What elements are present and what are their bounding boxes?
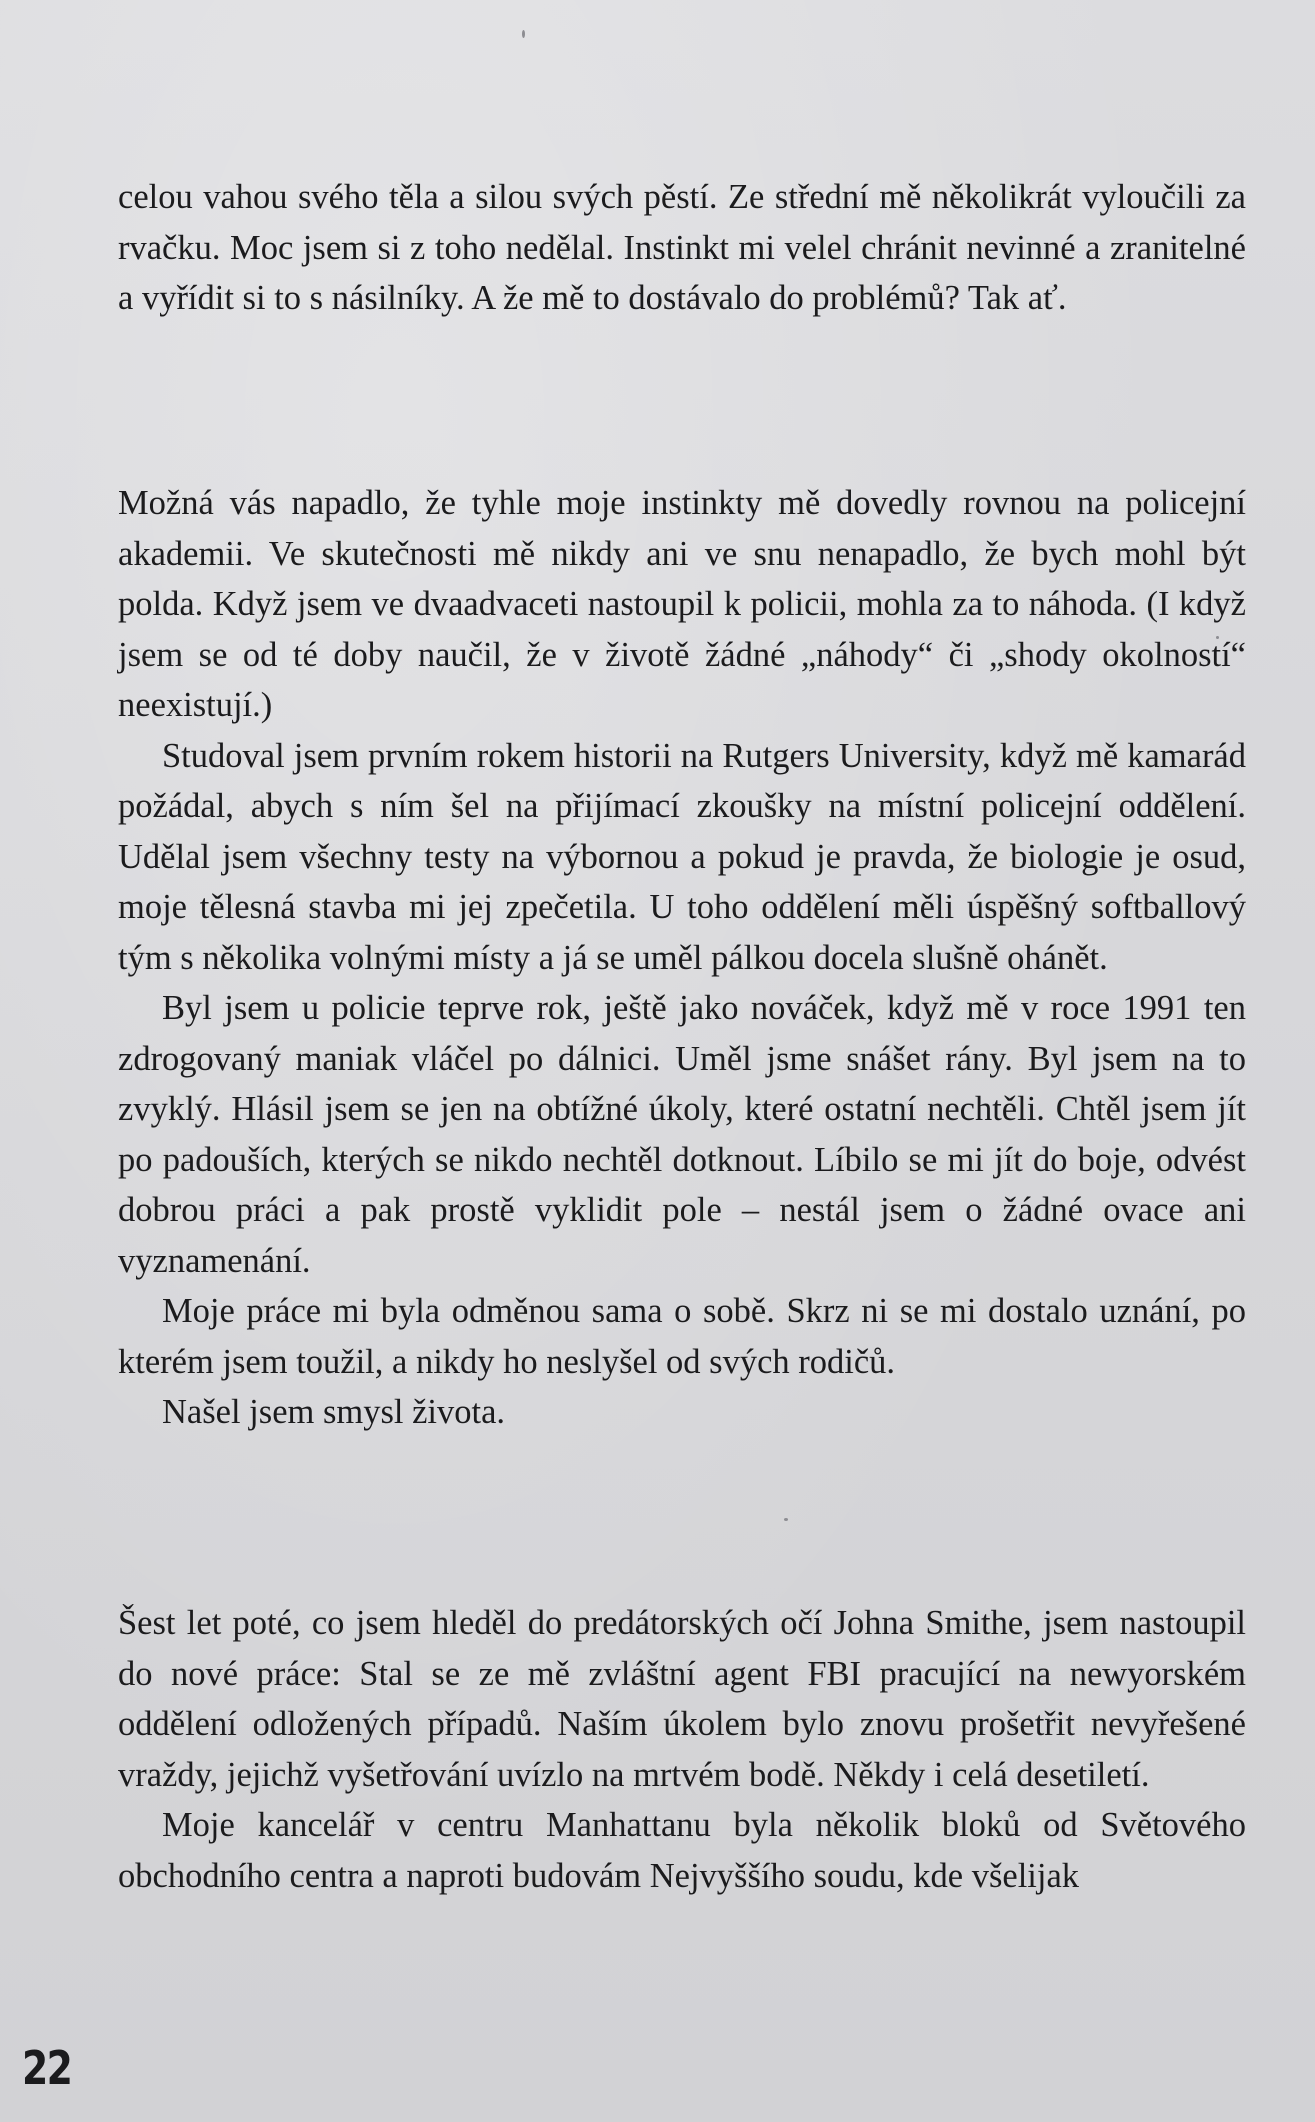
paragraph: Byl jsem u policie teprve rok, ještě jako nováček, když mě v roce 1991 ten zdrogovaný maniak vláčel po dálnici. Uměl jsme snášet rány. Byl jsem na to zvyklý. Hlásil jsem se jen na obtížné úkoly, které ostatní nechtěli. Chtěl jsem jít po padouších, kterých se nikdo nechtěl dotknout. Líbilo se mi jít do boje, odvést dobrou práci a pak prostě vyklidit pole – nestál jsem o žádné ovace ani vyznamenání. bbox=[118, 989, 1246, 1280]
paragraph: Našel jsem smysl života. bbox=[162, 1393, 506, 1431]
paragraph: Možná vás napadlo, že tyhle moje instinkty mě dovedly rovnou na policejní akademii. Ve skutečnosti mě nikdy ani ve snu nenapadlo, že bych mohl být polda. Když jsem ve dvaadvaceti nastoupil k policii, mohla za to náhoda. (I když jsem se od té doby naučil, že v životě žádné „náhody“ či „shody okolností“ neexistují.) bbox=[118, 484, 1246, 724]
paragraph: Moje práce mi byla odměnou sama o sobě. Skrz ni se mi dostalo uznání, po kterém jsem toužil, a nikdy ho neslyšel od svých rodičů. bbox=[118, 1292, 1246, 1381]
paragraph: Studoval jsem prvním rokem historii na Rutgers University, když mě kamarád požádal, abych s ním šel na přijímací zkoušky na místní policejní oddělení. Udělal jsem všechny testy na výbornou a pokud je pravda, že biologie je osud, moje tělesná stavba mi jej zpečetila. U toho oddělení měli úspěšný softballový tým s několika volnými místy a já se uměl pálkou docela slušně ohánět. bbox=[118, 736, 1246, 977]
paragraph: Moje kancelář v centru Manhattanu byla několik bloků od Světového obchodního centra a naproti budovám Nejvyššího soudu, kde všelijak bbox=[118, 1806, 1246, 1895]
dust-speck bbox=[784, 1518, 788, 1521]
dust-speck bbox=[522, 30, 525, 38]
paragraph: celou vahou svého těla a silou svých pěstí. Ze střední mě několikrát vyloučili za rvačku. Moc jsem si z toho nedělal. Instinkt mi velel chránit nevinné a zranitelné a vyřídit si to s násilníky. A že mě to dostávalo do problémů? Tak ať. bbox=[118, 178, 1246, 317]
paragraph: Šest let poté, co jsem hleděl do predátorských očí Johna Smithe, jsem nastoupil do nové práce: Stal se ze mě zvláštní agent FBI pracující na newyorském oddělení odložených případů. Naším úkolem bylo znovu prošetřit nevyřešené vraždy, jejichž vyšetřování uvízlo na mrtvém bodě. Někdy i celá desetiletí. bbox=[118, 1604, 1246, 1794]
page-number: 22 bbox=[22, 2041, 72, 2095]
text-block-section-police bbox=[118, 478, 1246, 1438]
text-block-section-fbi bbox=[118, 1598, 1246, 1901]
text-block-opening bbox=[118, 172, 1246, 324]
